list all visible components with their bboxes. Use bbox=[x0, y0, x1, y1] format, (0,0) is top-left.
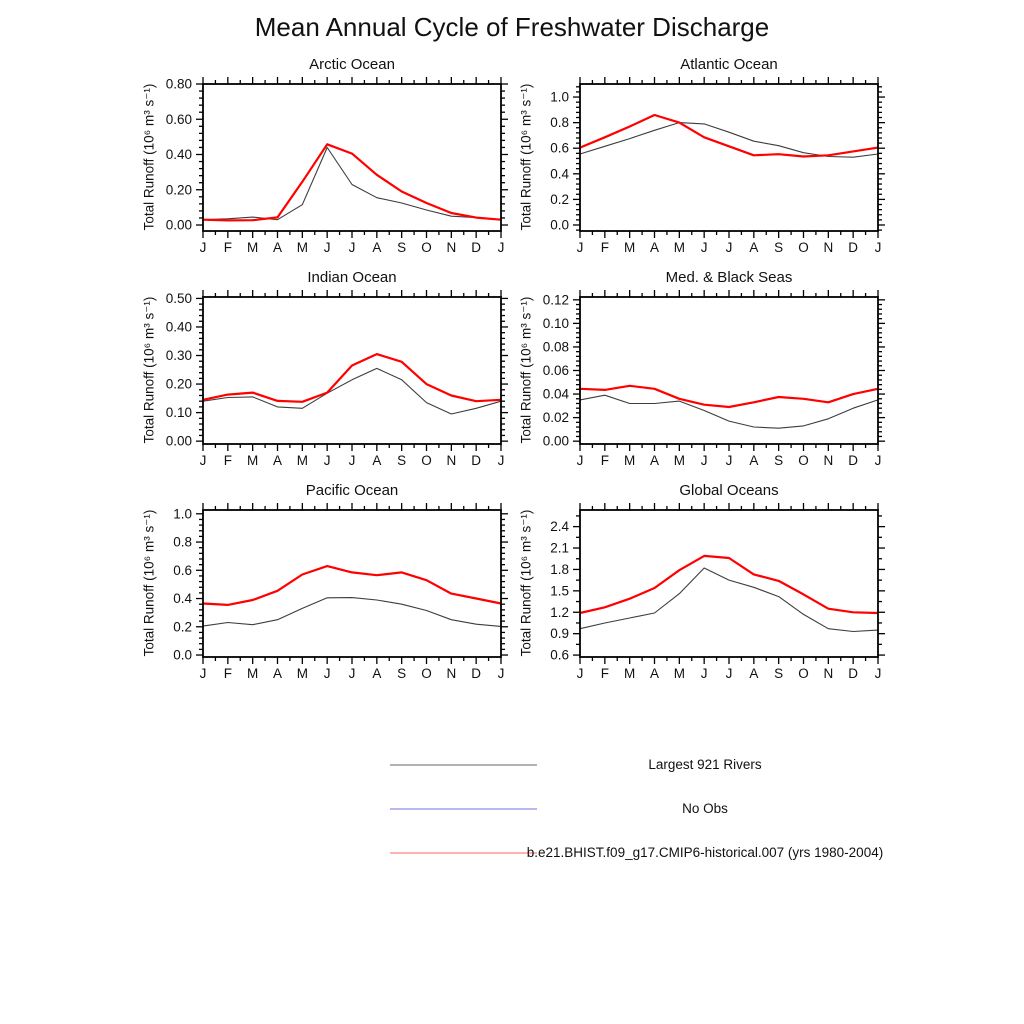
x-tick-label: S bbox=[397, 666, 407, 681]
x-tick-label: N bbox=[446, 666, 457, 681]
x-tick-label: M bbox=[247, 240, 259, 255]
x-tick-label: D bbox=[471, 453, 482, 468]
subplot-med-black-seas bbox=[465, 257, 885, 472]
series-largest-921-rivers bbox=[203, 368, 501, 414]
y-axis-ticks bbox=[166, 77, 508, 233]
x-tick-label: O bbox=[421, 666, 432, 681]
x-axis-ticks bbox=[203, 503, 501, 664]
y-tick-label: 0.0 bbox=[173, 647, 192, 663]
x-tick-label: A bbox=[749, 240, 759, 255]
x-tick-label: A bbox=[372, 666, 382, 681]
x-tick-label: J bbox=[497, 666, 505, 681]
plot-area bbox=[88, 470, 508, 685]
y-tick-label: 0.50 bbox=[165, 290, 192, 306]
x-tick-label: F bbox=[223, 240, 232, 255]
x-tick-label: N bbox=[446, 240, 457, 255]
plot-area bbox=[88, 257, 508, 472]
y-axis-label: Total Runoff (10⁶ m³ s⁻¹) bbox=[518, 509, 534, 657]
x-tick-label: M bbox=[296, 666, 308, 681]
x-tick-label: D bbox=[471, 240, 482, 255]
y-axis-ticks bbox=[173, 506, 508, 662]
y-axis-ticks bbox=[550, 516, 885, 663]
x-tick-label: S bbox=[774, 240, 784, 255]
x-tick-label: A bbox=[649, 453, 660, 468]
y-tick-label: 1.8 bbox=[550, 561, 569, 577]
x-tick-label: A bbox=[372, 240, 382, 255]
y-tick-label: 0.80 bbox=[165, 76, 192, 92]
x-tick-label: M bbox=[624, 240, 636, 255]
x-tick-label: J bbox=[323, 666, 331, 681]
y-tick-label: 0.00 bbox=[165, 217, 192, 233]
x-axis-labels bbox=[200, 453, 505, 468]
x-tick-label: D bbox=[848, 240, 859, 255]
y-tick-label: 0.8 bbox=[173, 534, 192, 550]
x-tick-label: O bbox=[798, 240, 809, 255]
x-tick-label: A bbox=[272, 240, 283, 255]
subplot-atlantic-ocean bbox=[465, 44, 885, 259]
y-tick-label: 0.6 bbox=[550, 647, 569, 663]
y-axis-label: Total Runoff (10⁶ m³ s⁻¹) bbox=[141, 296, 157, 444]
x-tick-label: J bbox=[700, 666, 708, 681]
y-tick-label: 0.60 bbox=[165, 111, 192, 127]
y-tick-label: 0.12 bbox=[542, 292, 569, 308]
x-tick-label: A bbox=[649, 666, 660, 681]
x-axis-ticks bbox=[203, 290, 501, 451]
subplot-pacific-ocean bbox=[88, 470, 508, 685]
y-tick-label: 0.4 bbox=[550, 166, 569, 182]
x-tick-label: J bbox=[199, 666, 207, 681]
x-tick-label: A bbox=[272, 666, 283, 681]
y-tick-label: 0.8 bbox=[550, 115, 569, 131]
plot-area bbox=[465, 44, 885, 259]
y-tick-label: 0.9 bbox=[550, 626, 569, 642]
x-tick-label: D bbox=[848, 453, 859, 468]
x-tick-label: M bbox=[247, 666, 259, 681]
series-model bbox=[580, 556, 878, 613]
plot-frame bbox=[203, 510, 501, 657]
x-tick-label: F bbox=[223, 666, 232, 681]
plot-frame bbox=[580, 84, 878, 231]
y-tick-label: 0.02 bbox=[542, 410, 569, 426]
x-tick-label: A bbox=[649, 240, 660, 255]
y-tick-label: 1.5 bbox=[550, 583, 569, 599]
plot-frame bbox=[203, 297, 501, 444]
subplot-title: Global Oceans bbox=[679, 482, 779, 499]
x-tick-label: J bbox=[576, 240, 584, 255]
y-axis-label: Total Runoff (10⁶ m³ s⁻¹) bbox=[141, 509, 157, 657]
y-tick-label: 0.2 bbox=[173, 619, 192, 635]
x-tick-label: M bbox=[673, 453, 685, 468]
x-tick-label: N bbox=[823, 240, 834, 255]
x-tick-label: S bbox=[774, 453, 784, 468]
x-tick-label: M bbox=[296, 240, 308, 255]
x-tick-label: J bbox=[348, 666, 356, 681]
x-tick-label: A bbox=[749, 453, 759, 468]
subplot-title: Atlantic Ocean bbox=[680, 56, 778, 73]
legend-label: No Obs bbox=[682, 801, 728, 816]
x-tick-label: D bbox=[848, 666, 859, 681]
legend-label: Largest 921 Rivers bbox=[648, 757, 762, 772]
x-tick-label: J bbox=[348, 240, 356, 255]
x-tick-label: A bbox=[749, 666, 759, 681]
x-tick-label: J bbox=[874, 240, 882, 255]
x-tick-label: F bbox=[600, 453, 609, 468]
x-tick-label: S bbox=[397, 453, 407, 468]
x-tick-label: F bbox=[223, 453, 232, 468]
x-tick-label: F bbox=[600, 666, 609, 681]
y-tick-label: 0.20 bbox=[165, 182, 192, 198]
x-tick-label: M bbox=[296, 453, 308, 468]
x-axis-labels bbox=[577, 666, 882, 681]
x-tick-label: J bbox=[576, 453, 584, 468]
legend-label: b.e21.BHIST.f09_g17.CMIP6-historical.007 (yrs 1980-2004) bbox=[526, 845, 884, 860]
y-tick-label: 0.40 bbox=[165, 319, 192, 335]
y-axis-label: Total Runoff (10⁶ m³ s⁻¹) bbox=[141, 83, 157, 231]
x-axis-labels bbox=[577, 240, 882, 255]
plot-frame bbox=[203, 84, 501, 231]
subplot-title: Med. & Black Seas bbox=[665, 269, 793, 286]
series-largest-921-rivers bbox=[203, 148, 501, 220]
x-tick-label: S bbox=[774, 666, 784, 681]
y-tick-label: 0.00 bbox=[542, 433, 569, 449]
x-tick-label: O bbox=[421, 453, 432, 468]
x-tick-label: O bbox=[798, 666, 809, 681]
y-tick-label: 1.2 bbox=[550, 604, 569, 620]
x-axis-labels bbox=[200, 666, 505, 681]
x-axis-ticks bbox=[580, 503, 878, 664]
y-tick-label: 0.0 bbox=[550, 217, 569, 233]
x-tick-label: F bbox=[600, 240, 609, 255]
y-axis-label: Total Runoff (10⁶ m³ s⁻¹) bbox=[518, 83, 534, 231]
plot-area bbox=[88, 44, 508, 259]
y-tick-label: 0.06 bbox=[542, 363, 569, 378]
x-tick-label: J bbox=[725, 666, 733, 681]
x-axis-ticks bbox=[580, 290, 878, 451]
x-tick-label: N bbox=[446, 453, 457, 468]
x-tick-label: M bbox=[247, 453, 259, 468]
y-tick-label: 1.0 bbox=[550, 89, 569, 105]
y-tick-label: 0.40 bbox=[165, 147, 192, 163]
x-tick-label: J bbox=[874, 453, 882, 468]
x-tick-label: A bbox=[272, 453, 283, 468]
plot-frame bbox=[580, 297, 878, 444]
x-tick-label: J bbox=[725, 453, 733, 468]
series-model bbox=[580, 386, 878, 407]
y-tick-label: 0.10 bbox=[165, 405, 192, 421]
y-axis-ticks bbox=[166, 291, 508, 449]
x-tick-label: J bbox=[348, 453, 356, 468]
x-tick-label: O bbox=[798, 453, 809, 468]
y-tick-label: 2.4 bbox=[550, 519, 569, 535]
plot-frame bbox=[580, 510, 878, 657]
x-axis-labels bbox=[577, 453, 882, 468]
x-tick-label: N bbox=[823, 666, 834, 681]
x-tick-label: A bbox=[372, 453, 382, 468]
subplot-global-oceans bbox=[465, 470, 885, 685]
series-model bbox=[580, 115, 878, 157]
subplot-title: Indian Ocean bbox=[307, 269, 397, 286]
x-tick-label: M bbox=[624, 453, 636, 468]
y-axis-label: Total Runoff (10⁶ m³ s⁻¹) bbox=[518, 296, 534, 444]
series-model bbox=[203, 354, 501, 402]
x-tick-label: J bbox=[874, 666, 882, 681]
y-tick-label: 1.0 bbox=[173, 506, 192, 522]
x-tick-label: J bbox=[199, 240, 207, 255]
x-tick-label: J bbox=[700, 240, 708, 255]
y-tick-label: 0.08 bbox=[542, 339, 569, 355]
y-tick-label: 0.6 bbox=[173, 562, 192, 578]
figure-title: Mean Annual Cycle of Freshwater Discharge bbox=[254, 12, 770, 42]
x-axis-labels bbox=[200, 240, 505, 255]
subplot-title: Arctic Ocean bbox=[309, 56, 395, 73]
x-tick-label: D bbox=[471, 666, 482, 681]
x-tick-label: M bbox=[673, 240, 685, 255]
series-model bbox=[203, 566, 501, 605]
y-tick-label: 0.30 bbox=[165, 348, 192, 364]
y-tick-label: 0.10 bbox=[542, 315, 569, 331]
x-tick-label: O bbox=[421, 240, 432, 255]
plot-area bbox=[465, 257, 885, 472]
y-tick-label: 0.00 bbox=[165, 433, 192, 449]
subplot-indian-ocean bbox=[88, 257, 508, 472]
y-tick-label: 0.4 bbox=[173, 591, 192, 607]
x-tick-label: J bbox=[199, 453, 207, 468]
plot-area bbox=[465, 470, 885, 685]
y-tick-label: 2.1 bbox=[550, 540, 569, 556]
x-tick-label: M bbox=[624, 666, 636, 681]
x-axis-ticks bbox=[580, 77, 878, 238]
x-tick-label: J bbox=[323, 240, 331, 255]
x-tick-label: N bbox=[823, 453, 834, 468]
x-tick-label: S bbox=[397, 240, 407, 255]
y-tick-label: 0.20 bbox=[165, 376, 192, 392]
x-tick-label: M bbox=[673, 666, 685, 681]
x-tick-label: J bbox=[725, 240, 733, 255]
x-tick-label: J bbox=[576, 666, 584, 681]
x-tick-label: J bbox=[323, 453, 331, 468]
y-tick-label: 0.2 bbox=[550, 191, 569, 207]
y-axis-ticks bbox=[543, 292, 885, 448]
x-tick-label: J bbox=[497, 240, 505, 255]
x-tick-label: J bbox=[700, 453, 708, 468]
y-axis-ticks bbox=[550, 87, 885, 233]
subplot-title: Pacific Ocean bbox=[305, 482, 399, 499]
subplot-arctic-ocean bbox=[88, 44, 508, 259]
y-tick-label: 0.04 bbox=[542, 386, 569, 402]
x-tick-label: J bbox=[497, 453, 505, 468]
series-model bbox=[203, 144, 501, 220]
y-tick-label: 0.6 bbox=[550, 140, 569, 156]
